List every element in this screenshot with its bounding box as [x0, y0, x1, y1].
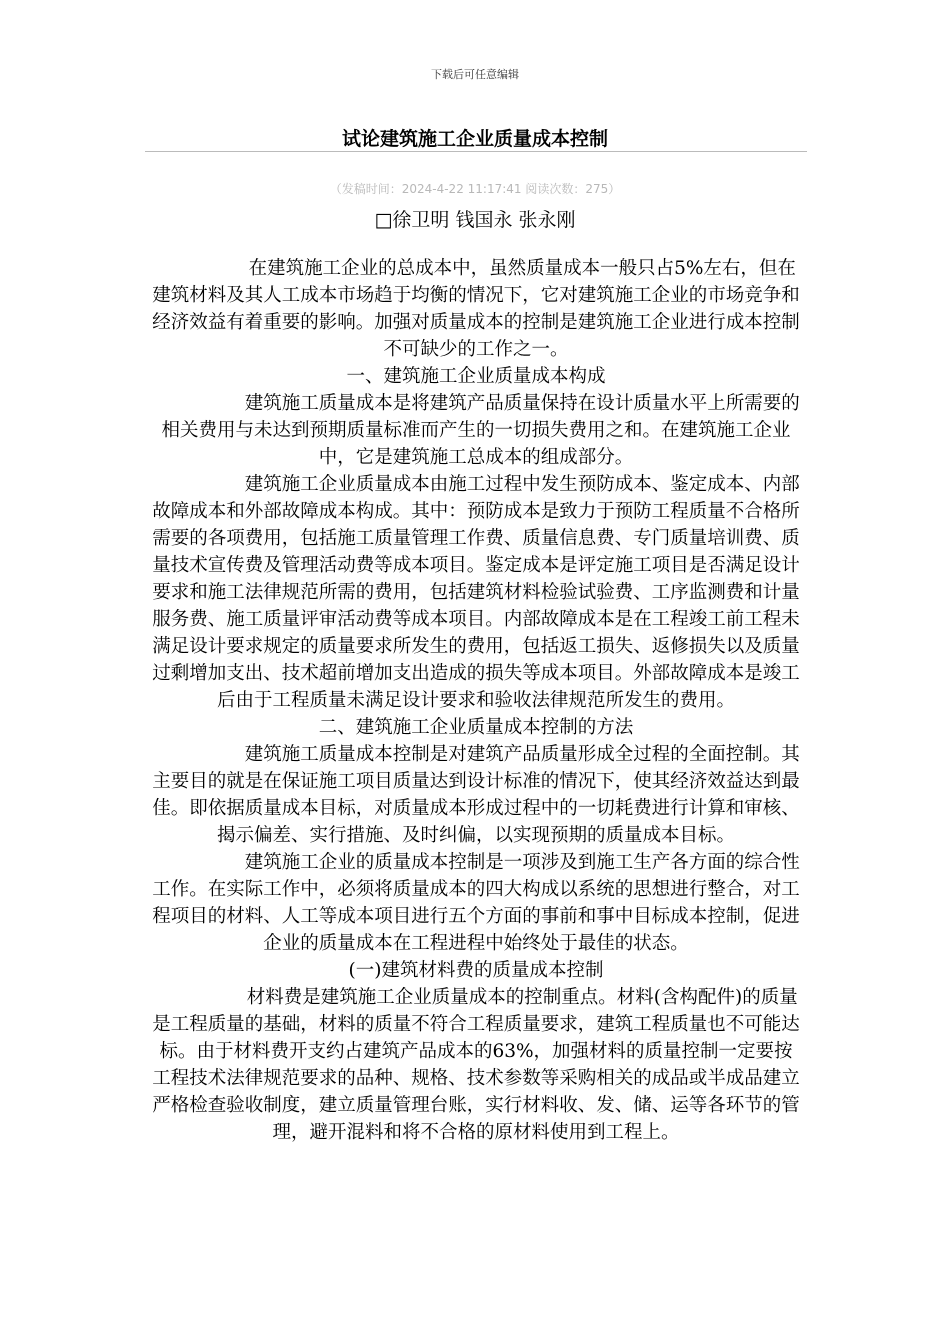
section-heading-1: 一、建筑施工企业质量成本构成 — [346, 366, 606, 387]
paragraph-3: 建筑施工企业质量成本由施工过程中发生预防成本、鉴定成本、内部故障成本和外部故障成本构成。其中：预防成本是致力于预防工程质量不合格所需要的各项费用，包括施工质量管理工作费、质量信息费、专门质量培训费、质量技术宣传费及管理活动费等成本项目。鉴定成本是评定施工项目是否满足设计要求和施工法律规范所需的费用，包括建筑材料检验试验费、工序监测费和计量服务费、施工质量评审活动费等成本项目。内部故障成本是在工程竣工前工程未满足设计要求规定的质量要求所发生的费用，包括返工损失、返修损失以及质量过剩增加支出、技术超前增加支出造成的损失等成本项目。外部故障成本是竣工后由于工程质量未满足设计要求和验收法律规范所发生的费用。 — [152, 474, 800, 711]
title-divider — [145, 151, 807, 152]
paragraph-6: 材料费是建筑施工企业质量成本的控制重点。材料(含构配件)的质量是工程质量的基础，材料的质量不符合工程质量要求，建筑工程质量也不可能达标。由于材料费开支约占建筑产品成本的63%，加强材料的质量控制一定要按工程技术法律规范要求的品种、规格、技术参数等采购相关的成品或半成品建立严格检查验收制度，建立质量管理台账，实行材料收、发、储、运等各环节的管理，避开混料和将不合格的原材料使用到工程上。 — [152, 987, 800, 1143]
section-heading-2: 二、建筑施工企业质量成本控制的方法 — [318, 717, 634, 738]
subsection-heading-1: (一)建筑材料费的质量成本控制 — [348, 960, 604, 981]
paragraph-5: 建筑施工企业的质量成本控制是一项涉及到施工生产各方面的综合性工作。在实际工作中，必须将质量成本的四大构成以系统的思想进行整合，对工程项目的材料、人工等成本项目进行五个方面的事前和事中目标成本控制，促进企业的质量成本在工程进程中始终处于最佳的状态。 — [152, 852, 800, 954]
authors: □徐卫明 钱国永 张永刚 — [374, 209, 576, 231]
article-body — [152, 255, 800, 1146]
page-title: 试论建筑施工企业质量成本控制 — [341, 128, 608, 150]
header-note: 下载后可任意编辑 — [431, 68, 519, 81]
paragraph-4: 建筑施工质量成本控制是对建筑产品质量形成全过程的全面控制。其主要目的就是在保证施工项目质量达到设计标准的情况下，使其经济效益达到最佳。即依据质量成本目标，对质量成本形成过程中的一切耗费进行计算和审核、揭示偏差、实行措施、及时纠偏，以实现预期的质量成本目标。 — [152, 744, 800, 846]
paragraph-intro: 在建筑施工企业的总成本中，虽然质量成本一般只占5%左右，但在建筑材料及其人工成本市场趋于均衡的情况下，它对建筑施工企业的市场竞争和经济效益有着重要的影响。加强对质量成本的控制是建筑施工企业进行成本控制不可缺少的工作之一。 — [152, 258, 800, 360]
paragraph-2: 建筑施工质量成本是将建筑产品质量保持在设计质量水平上所需要的相关费用与未达到预期质量标准而产生的一切损失费用之和。在建筑施工企业中，它是建筑施工总成本的组成部分。 — [152, 393, 800, 468]
publish-meta: （发稿时间：2024-4-22 11:17:41 阅读次数：275） — [329, 182, 621, 196]
